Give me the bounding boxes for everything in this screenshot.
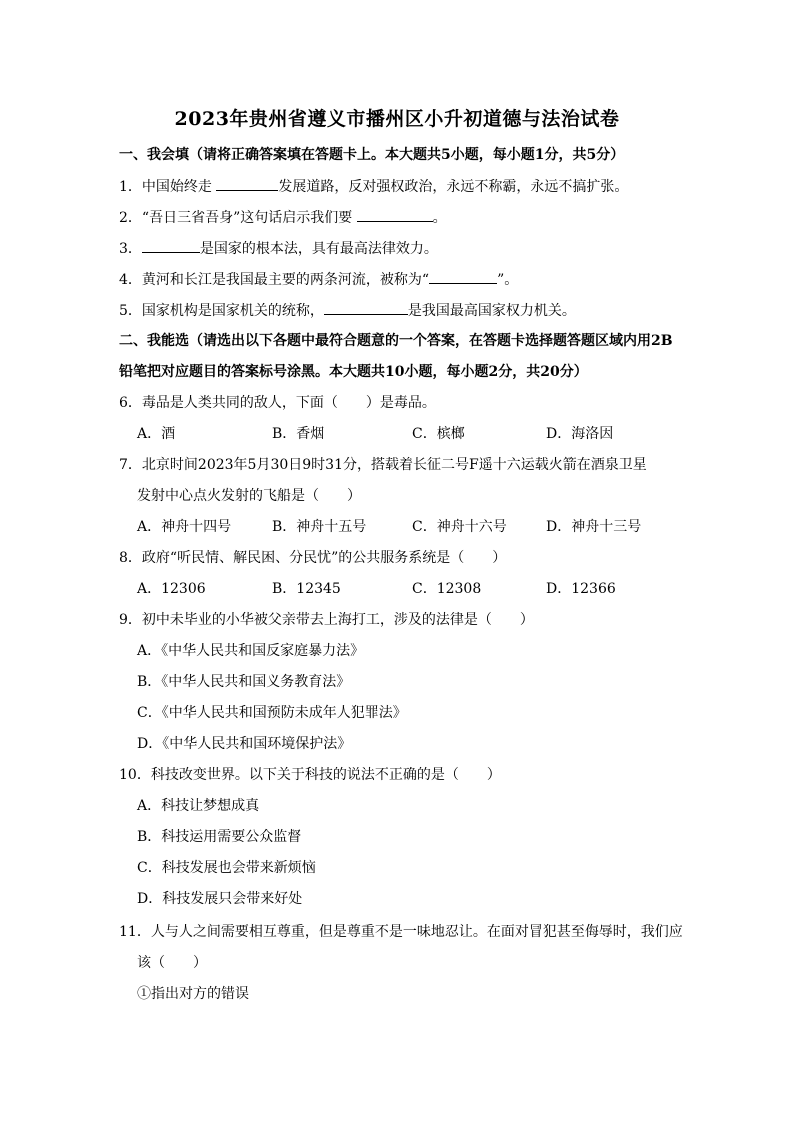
q7-option-c[interactable]: C．神舟十六号	[412, 519, 507, 535]
q6-option-b[interactable]: B．香烟	[272, 426, 325, 442]
q10-option-b[interactable]: B．科技运用需要公众监督	[137, 829, 302, 845]
section1-heading: 一、我会填（请将正确答案填在答题卡上。本大题共5小题，每小题1分，共5分）	[119, 147, 625, 163]
q7-option-b[interactable]: B．神舟十五号	[272, 519, 367, 535]
q7-option-d[interactable]: D．神舟十三号	[546, 519, 642, 535]
q9-option-b[interactable]: B．《中华人民共和国义务教育法》	[137, 674, 351, 690]
question-6-stem: 6．毒品是人类共同的敌人，下面（ ）是毒品。	[119, 395, 436, 411]
question-4: 4．黄河和长江是我国最主要的两条河流，被称为“ ”。	[119, 269, 518, 290]
question-8-stem: 8．政府“听民情、解民困、分民忧”的公共服务系统是（ ）	[119, 550, 507, 566]
question-10-stem: 10．科技改变世界。以下关于科技的说法不正确的是（ ）	[119, 767, 501, 783]
answer-blank[interactable]	[142, 238, 200, 253]
q10-option-a[interactable]: A．科技让梦想成真	[137, 798, 260, 814]
q6-option-c[interactable]: C．槟榔	[412, 426, 465, 442]
q6-option-a[interactable]: A．酒	[137, 426, 176, 442]
question-5: 5．国家机构是国家机关的统称， 是我国最高国家权力机关。	[119, 300, 576, 321]
section2-heading-line1: 二、我能选（请选出以下各题中最符合题意的一个答案，在答题卡选择题答题区域内用2B	[119, 333, 673, 349]
q8-option-c[interactable]: C．12308	[412, 581, 482, 597]
question-11-stem-line1: 11．人与人之间需要相互尊重，但是尊重不是一味地忍让。在面对冒犯甚至侮辱时，我们应	[119, 924, 683, 940]
question-7-stem-line2: 发射中心点火发射的飞船是（ ）	[137, 488, 361, 504]
q7-option-a[interactable]: A．神舟十四号	[137, 519, 232, 535]
q11-item-1: ①指出对方的错误	[137, 986, 249, 1002]
question-11-stem-line2: 该（ ）	[137, 955, 207, 971]
q9-option-d[interactable]: D．《中华人民共和国环境保护法》	[137, 736, 352, 752]
q6-option-d[interactable]: D．海洛因	[546, 426, 614, 442]
question-1: 1．中国始终走 发展道路，反对强权政治，永远不称霸，永远不搞扩张。	[119, 176, 628, 197]
question-2: 2．“吾日三省吾身”这句话启示我们要 。	[119, 207, 447, 228]
question-3: 3． 是国家的根本法，具有最高法律效力。	[119, 238, 438, 259]
q9-option-a[interactable]: A．《中华人民共和国反家庭暴力法》	[137, 643, 365, 659]
q8-option-d[interactable]: D．12366	[546, 581, 616, 597]
page-title: 2023年贵州省遵义市播州区小升初道德与法治试卷	[174, 108, 620, 130]
q8-option-a[interactable]: A．12306	[137, 581, 206, 597]
section2-heading-line2: 铅笔把对应题目的答案标号涂黑。本大题共10小题，每小题2分，共20分）	[119, 364, 588, 380]
q9-option-c[interactable]: C．《中华人民共和国预防未成年人犯罪法》	[137, 705, 407, 721]
answer-blank[interactable]	[324, 300, 408, 315]
question-9-stem: 9．初中未毕业的小华被父亲带去上海打工，涉及的法律是（ ）	[119, 612, 534, 628]
q10-option-c[interactable]: C．科技发展也会带来新烦恼	[137, 860, 316, 876]
q8-option-b[interactable]: B．12345	[272, 581, 341, 597]
answer-blank[interactable]	[429, 269, 497, 284]
answer-blank[interactable]	[357, 207, 433, 222]
answer-blank[interactable]	[216, 176, 278, 191]
question-7-stem-line1: 7．北京时间2023年5月30日9时31分，搭载着长征二号F遥十六运载火箭在酒泉卫星	[119, 457, 647, 473]
q10-option-d[interactable]: D．科技发展只会带来好处	[137, 891, 303, 907]
